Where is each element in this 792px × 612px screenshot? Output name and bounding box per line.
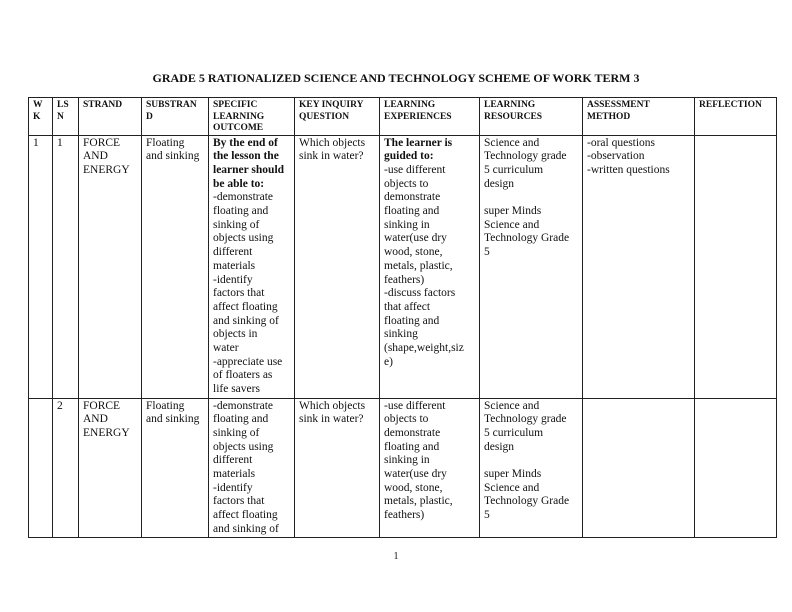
header-outcome: SPECIFIC LEARNING OUTCOME	[209, 98, 295, 136]
scheme-of-work-table	[28, 97, 777, 538]
cell-assessment	[583, 398, 695, 537]
header-lsn: LS N	[53, 98, 79, 136]
outcome-text: -demonstrate floating and sinking of objects using different materials -identify factors that affect floating and sinking of objects in water -appreciate use of floaters as life savers	[213, 191, 283, 396]
cell-reflection	[695, 398, 777, 537]
cell-strand: FORCE AND ENERGY	[79, 398, 142, 537]
header-assessment: ASSESSMENT METHOD	[583, 98, 695, 136]
cell-question: Which objects sink in water?	[295, 135, 380, 398]
table-row	[29, 398, 777, 537]
cell-outcome	[209, 135, 295, 398]
cell-wk: 1	[29, 135, 53, 398]
cell-lsn: 1	[53, 135, 79, 398]
cell-strand: FORCE AND ENERGY	[79, 135, 142, 398]
cell-resources: Science and Technology grade 5 curriculum design super Minds Science and Technology Grade 5	[480, 398, 583, 537]
header-experiences: LEARNING EXPERIENCES	[380, 98, 480, 136]
header-reflection: REFLECTION	[695, 98, 777, 136]
header-wk: W K	[29, 98, 53, 136]
cell-resources: Science and Technology grade 5 curriculum design super Minds Science and Technology Grade 5	[480, 135, 583, 398]
cell-outcome: -demonstrate floating and sinking of objects using different materials -identify factors that affect floating and sinking of	[209, 398, 295, 537]
document-title: GRADE 5 RATIONALIZED SCIENCE AND TECHNOLOGY SCHEME OF WORK TERM 3	[152, 71, 640, 85]
experiences-text: -use different objects to demonstrate floating and sinking in water(use dry wood, stone, metals, plastic, feathers) -discuss factors that affect floating and sinking (shape,weight,siz e)	[384, 163, 464, 368]
cell-experiences	[380, 135, 480, 398]
cell-lsn: 2	[53, 398, 79, 537]
cell-substrand: Floating and sinking	[142, 398, 209, 537]
header-strand: STRAND	[79, 98, 142, 136]
table-row	[29, 135, 777, 398]
outcome-intro: By the end of the lesson the learner should be able to:	[213, 136, 285, 190]
header-row	[29, 98, 777, 136]
header-question: KEY INQUIRY QUESTION	[295, 98, 380, 136]
cell-experiences: -use different objects to demonstrate floating and sinking in water(use dry wood, stone, metals, plastic, feathers)	[380, 398, 480, 537]
cell-reflection	[695, 135, 777, 398]
cell-substrand: Floating and sinking	[142, 135, 209, 398]
experiences-intro: The learner is guided to:	[384, 136, 453, 163]
cell-wk	[29, 398, 53, 537]
cell-question: Which objects sink in water?	[295, 398, 380, 537]
page-number: 1	[393, 551, 399, 562]
cell-assessment: -oral questions -observation -written questions	[583, 135, 695, 398]
header-resources: LEARNING RESOURCES	[480, 98, 583, 136]
header-substrand: SUBSTRAN D	[142, 98, 209, 136]
